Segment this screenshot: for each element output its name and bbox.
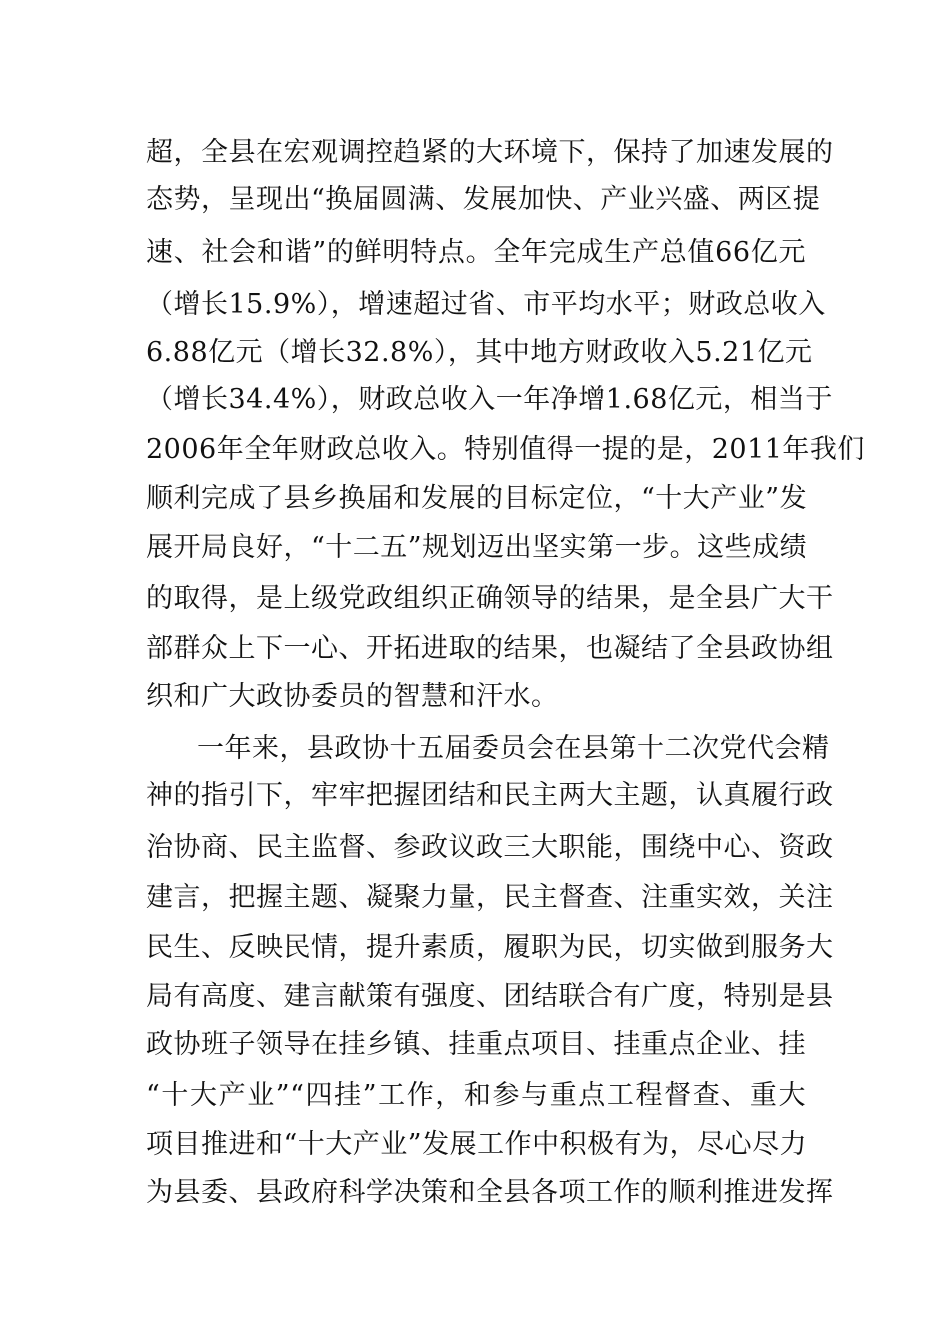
paragraph-1-line-2: 态势，呈现出“换届圆满、发展加快、产业兴盛、两区提 xyxy=(146,184,821,215)
paragraph-2-line-4: 建言，把握主题、凝聚力量，民主督查、注重实效，关注 xyxy=(146,882,834,913)
paragraph-2-line-8: “十大产业”“四挂”工作，和参与重点工程督查、重大 xyxy=(146,1080,806,1111)
paragraph-2-line-1: 一年来，县政协十五届委员会在县第十二次党代会精 xyxy=(197,733,830,764)
paragraph-1-line-5: 6.88亿元（增长32.8%），其中地方财政收入5.21亿元 xyxy=(146,337,813,368)
paragraph-2-line-9: 项目推进和“十大产业”发展工作中积极有为，尽心尽力 xyxy=(146,1129,808,1160)
paragraph-2-line-10: 为县委、县政府科学决策和全县各项工作的顺利推进发挥 xyxy=(146,1177,834,1208)
paragraph-2-line-5: 民生、反映民情，提升素质，履职为民，切实做到服务大 xyxy=(146,932,834,963)
paragraph-1-line-12: 织和广大政协委员的智慧和汗水。 xyxy=(146,681,559,712)
paragraph-1-line-1: 超，全县在宏观调控趋紧的大环境下，保持了加速发展的 xyxy=(146,137,834,168)
paragraph-1-line-3: 速、社会和谐”的鲜明特点。全年完成生产总值66亿元 xyxy=(146,237,806,268)
paragraph-1-line-8: 顺利完成了县乡换届和发展的目标定位，“十大产业”发 xyxy=(146,483,808,514)
paragraph-1-line-4: （增长15.9%），增速超过省、市平均水平；财政总收入 xyxy=(146,289,826,320)
paragraph-2-line-7: 政协班子领导在挂乡镇、挂重点项目、挂重点企业、挂 xyxy=(146,1029,806,1060)
paragraph-1-line-6: （增长34.4%），财政总收入一年净增1.68亿元，相当于 xyxy=(146,384,833,415)
paragraph-2-line-3: 治协商、民主监督、参政议政三大职能，围绕中心、资政 xyxy=(146,832,834,863)
paragraph-2-line-2: 神的指引下，牢牢把握团结和民主两大主题，认真履行政 xyxy=(146,780,834,811)
paragraph-1-line-9: 展开局良好，“十二五”规划迈出坚实第一步。这些成绩 xyxy=(146,532,808,563)
paragraph-1-line-11: 部群众上下一心、开拓进取的结果，也凝结了全县政协组 xyxy=(146,633,834,664)
paragraph-2-line-6: 局有高度、建言献策有强度、团结联合有广度，特别是县 xyxy=(146,981,834,1012)
paragraph-1-line-10: 的取得，是上级党政组织正确领导的结果，是全县广大干 xyxy=(146,583,834,614)
paragraph-1-line-7: 2006年全年财政总收入。特别值得一提的是，2011年我们 xyxy=(146,434,865,465)
